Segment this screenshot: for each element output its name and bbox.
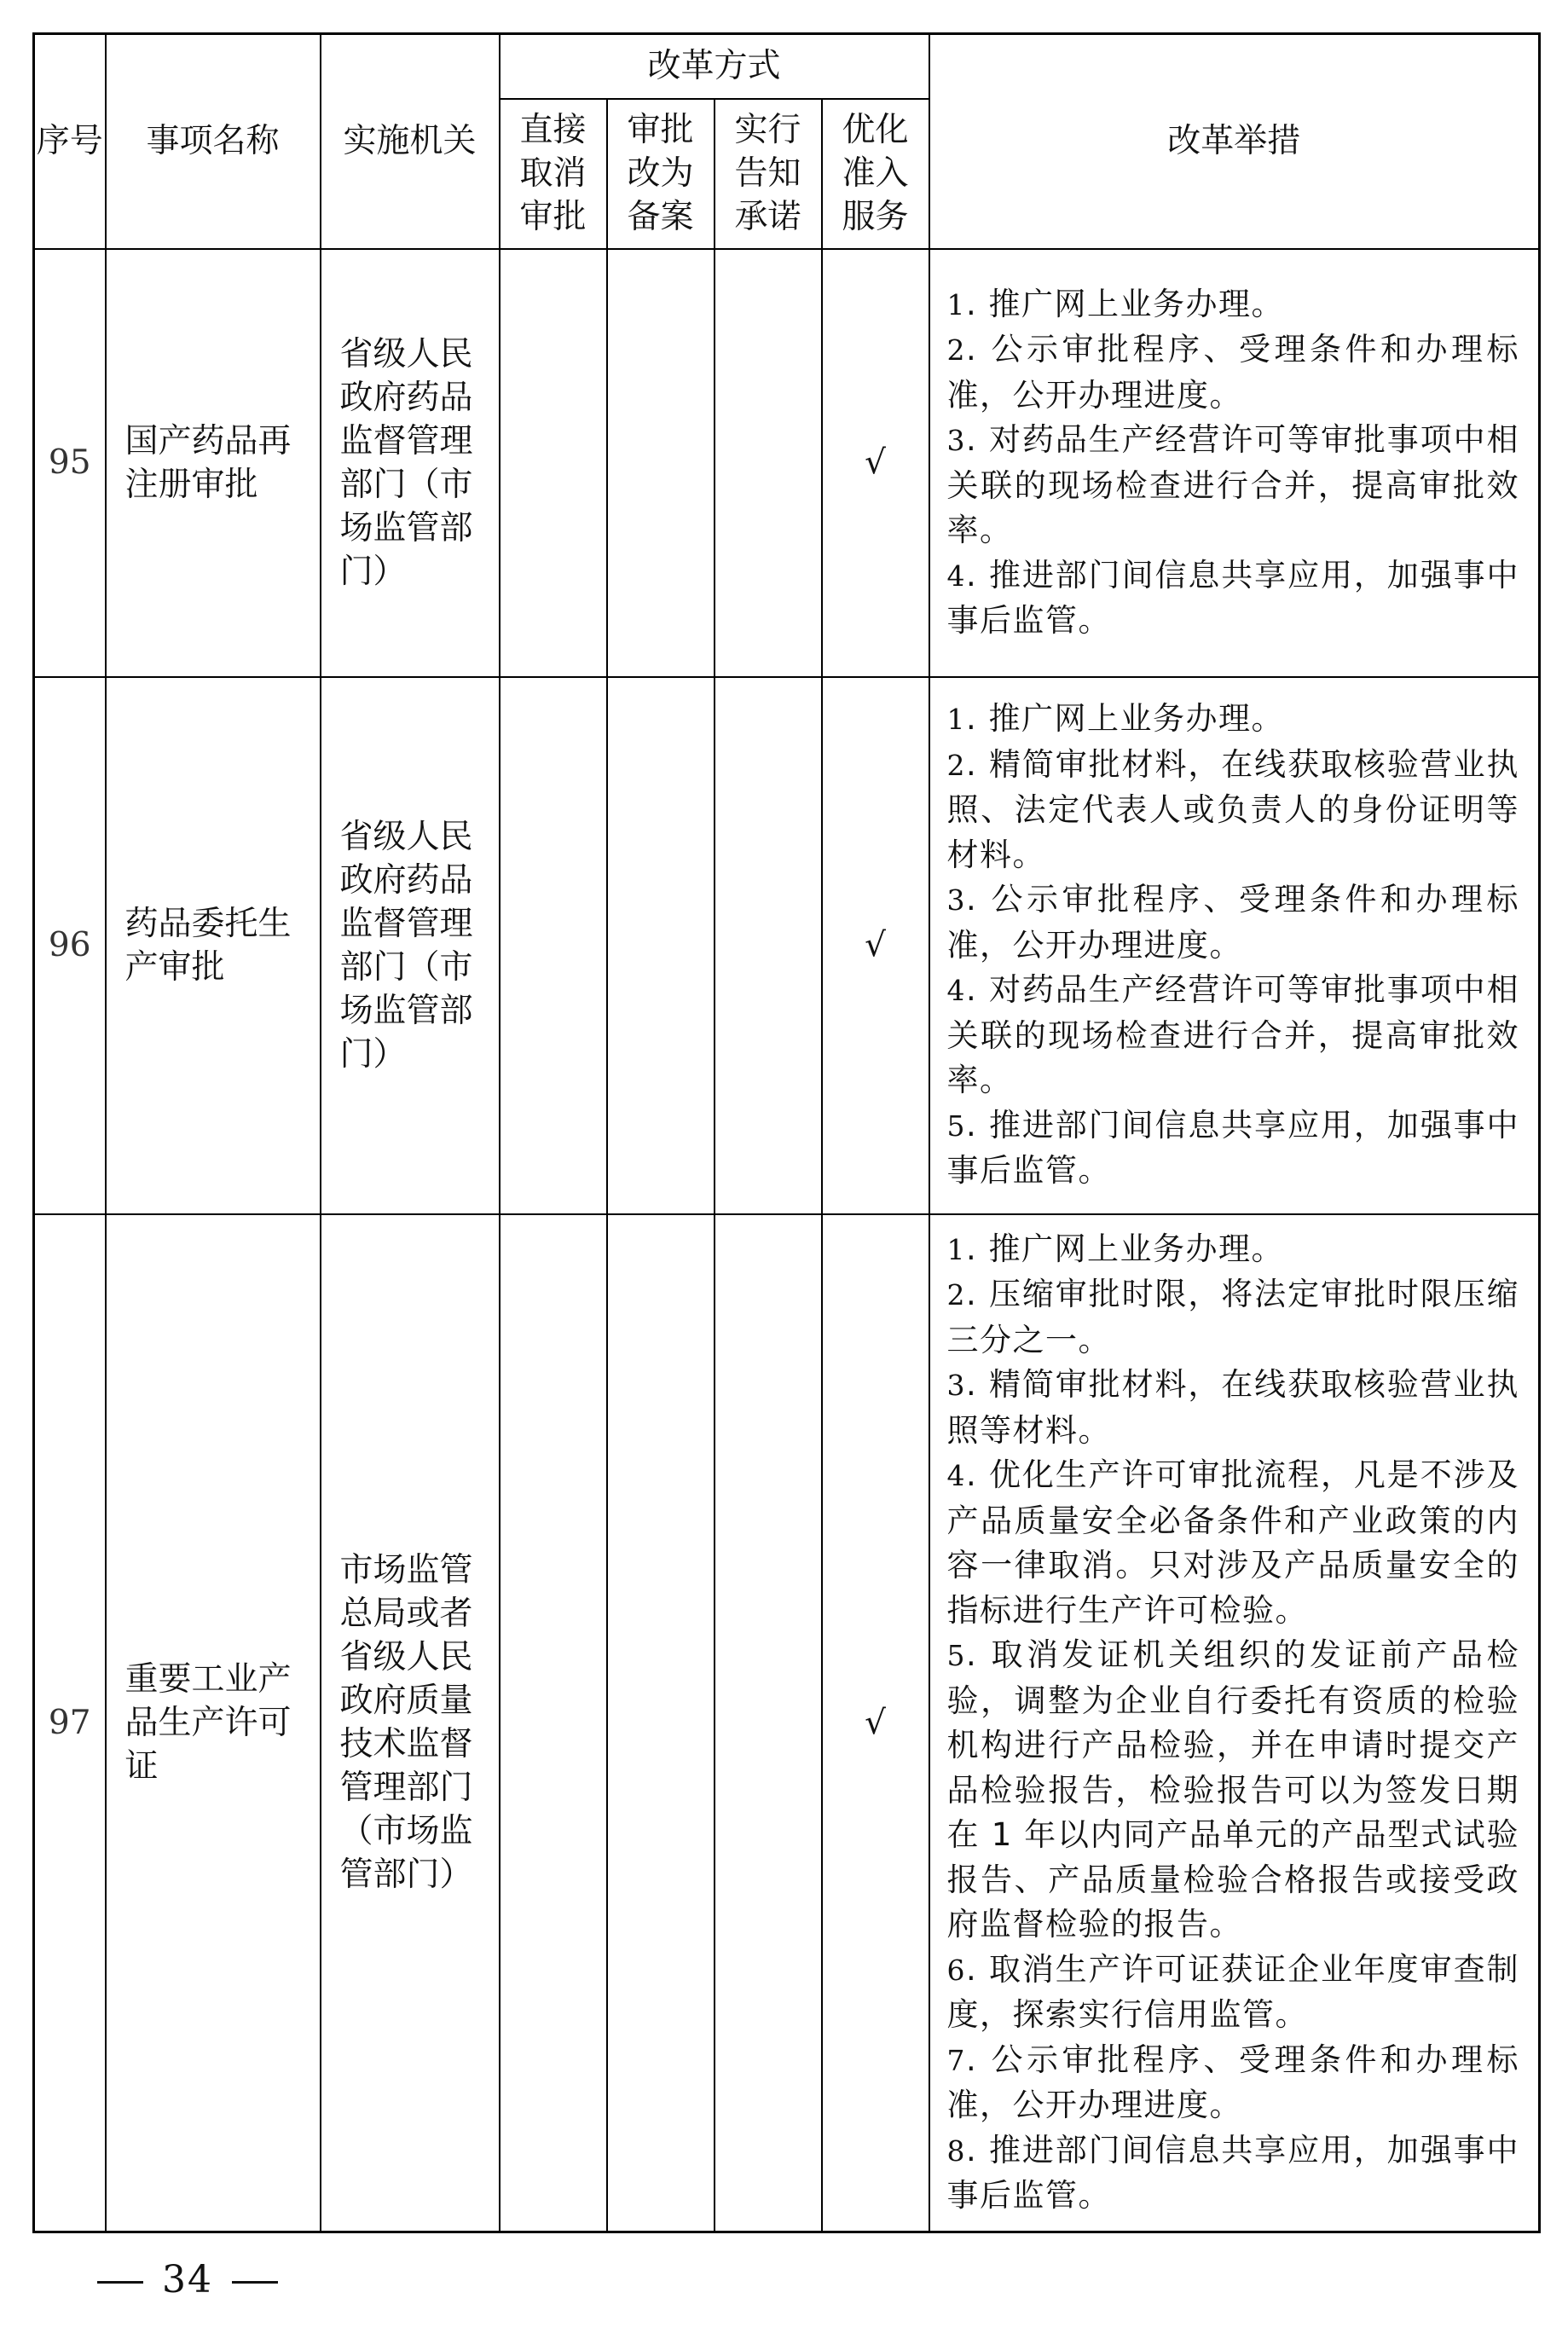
header-mode-record-line: 审批 xyxy=(627,111,694,149)
header-mode-record-line: 备案 xyxy=(627,198,694,236)
header-mode-cancel xyxy=(500,99,607,249)
row-mode-cancel xyxy=(500,677,607,1214)
measure-item: 1. 推广网上业务办理。 xyxy=(946,1230,1285,1267)
row-mode-record xyxy=(607,249,715,677)
row-mode-notify xyxy=(715,249,822,677)
header-mode-optimize xyxy=(822,99,929,249)
row-measures xyxy=(929,249,1540,677)
measure-item: 2. 公示审批程序、受理条件和办理标准，公开办理进度。 xyxy=(946,331,1520,414)
header-seq: 序号 xyxy=(34,34,106,249)
measure-item: 8. 推进部门间信息共享应用，加强事中事后监管。 xyxy=(946,2131,1520,2214)
row-item-name: 重要工业产品生产许可证 xyxy=(106,1214,321,2232)
footer-dash-right xyxy=(232,2281,278,2284)
header-item-name: 事项名称 xyxy=(106,34,321,249)
row-mode-record xyxy=(607,677,715,1214)
footer-dash-left xyxy=(97,2281,143,2284)
measure-item: 4. 对药品生产经营许可等审批事项中相关联的现场检查进行合并，提高审批效率。 xyxy=(946,971,1520,1099)
header-mode-record-line: 改为 xyxy=(627,154,694,193)
row-seq: 95 xyxy=(34,249,106,677)
header-mode-cancel-line: 取消 xyxy=(519,154,587,193)
row-mode-optimize-check: √ xyxy=(822,249,929,677)
measure-item: 7. 公示审批程序、受理条件和办理标准，公开办理进度。 xyxy=(946,2041,1520,2123)
table-row xyxy=(34,249,1540,677)
row-seq: 97 xyxy=(34,1214,106,2232)
row-item-name: 药品委托生产审批 xyxy=(106,677,321,1214)
header-mode-optimize-line: 服务 xyxy=(842,198,909,236)
measure-item: 2. 压缩审批时限，将法定审批时限压缩三分之一。 xyxy=(946,1276,1520,1358)
header-mode-notify-line: 实行 xyxy=(734,111,801,149)
header-row-1 xyxy=(34,34,1540,99)
row-mode-cancel xyxy=(500,249,607,677)
measure-item: 5. 取消发证机关组织的发证前产品检验，调整为企业自行委托有资质的检验机构进行产品检验，并在申请时提交产品检验报告，检验报告可以为签发日期在 1 年以内同产品单元的产品型式试验报告、产品质量检验合格报告或接受政府监督检验的报告。 xyxy=(946,1636,1520,1942)
header-mode-notify xyxy=(715,99,822,249)
table-row xyxy=(34,677,1540,1214)
measure-item: 3. 公示审批程序、受理条件和办理标准，公开办理进度。 xyxy=(946,881,1520,964)
header-mode-cancel-line: 直接 xyxy=(519,111,587,149)
header-mode-record xyxy=(607,99,715,249)
row-measures xyxy=(929,677,1540,1214)
header-mode-notify-line: 承诺 xyxy=(734,198,801,236)
page-number: 34 xyxy=(162,2258,213,2301)
table-row xyxy=(34,1214,1540,2232)
header-mode-optimize-line: 优化 xyxy=(842,111,909,149)
measure-item: 4. 优化生产许可审批流程，凡是不涉及产品质量安全必备条件和产业政策的内容一律取消。只对涉及产品质量安全的指标进行生产许可检验。 xyxy=(946,1456,1520,1629)
measure-item: 1. 推广网上业务办理。 xyxy=(946,700,1285,738)
measure-item: 5. 推进部门间信息共享应用，加强事中事后监管。 xyxy=(946,1106,1520,1190)
measure-item: 1. 推广网上业务办理。 xyxy=(946,285,1285,322)
header-mode-optimize-line: 准入 xyxy=(842,154,909,193)
measure-item: 3. 对药品生产经营许可等审批事项中相关联的现场检查进行合并，提高审批效率。 xyxy=(946,421,1520,548)
row-mode-optimize-check: √ xyxy=(822,1214,929,2232)
row-mode-optimize-check: √ xyxy=(822,677,929,1214)
row-measures xyxy=(929,1214,1540,2232)
row-mode-cancel xyxy=(500,1214,607,2232)
header-reform-mode: 改革方式 xyxy=(500,34,929,99)
header-measures: 改革举措 xyxy=(929,34,1540,249)
measure-item: 2. 精简审批材料，在线获取核验营业执照、法定代表人或负责人的身份证明等材料。 xyxy=(946,745,1520,873)
header-agency: 实施机关 xyxy=(321,34,500,249)
page-footer xyxy=(78,2258,297,2301)
header-mode-notify-line: 告知 xyxy=(734,154,801,193)
measure-item: 3. 精简审批材料，在线获取核验营业执照等材料。 xyxy=(946,1366,1520,1449)
reform-table xyxy=(32,32,1541,2233)
row-mode-notify xyxy=(715,677,822,1214)
measure-item: 4. 推进部门间信息共享应用，加强事中事后监管。 xyxy=(946,556,1520,639)
row-mode-record xyxy=(607,1214,715,2232)
row-agency: 市场监管总局或者省级人民政府质量技术监督管理部门（市场监管部门） xyxy=(321,1214,500,2232)
row-item-name: 国产药品再注册审批 xyxy=(106,249,321,677)
row-mode-notify xyxy=(715,1214,822,2232)
row-agency: 省级人民政府药品监督管理部门（市场监管部门） xyxy=(321,249,500,677)
measure-item: 6. 取消生产许可证获证企业年度审查制度，探索实行信用监管。 xyxy=(946,1950,1520,2033)
row-agency: 省级人民政府药品监督管理部门（市场监管部门） xyxy=(321,677,500,1214)
header-mode-cancel-line: 审批 xyxy=(519,198,587,236)
row-seq: 96 xyxy=(34,677,106,1214)
